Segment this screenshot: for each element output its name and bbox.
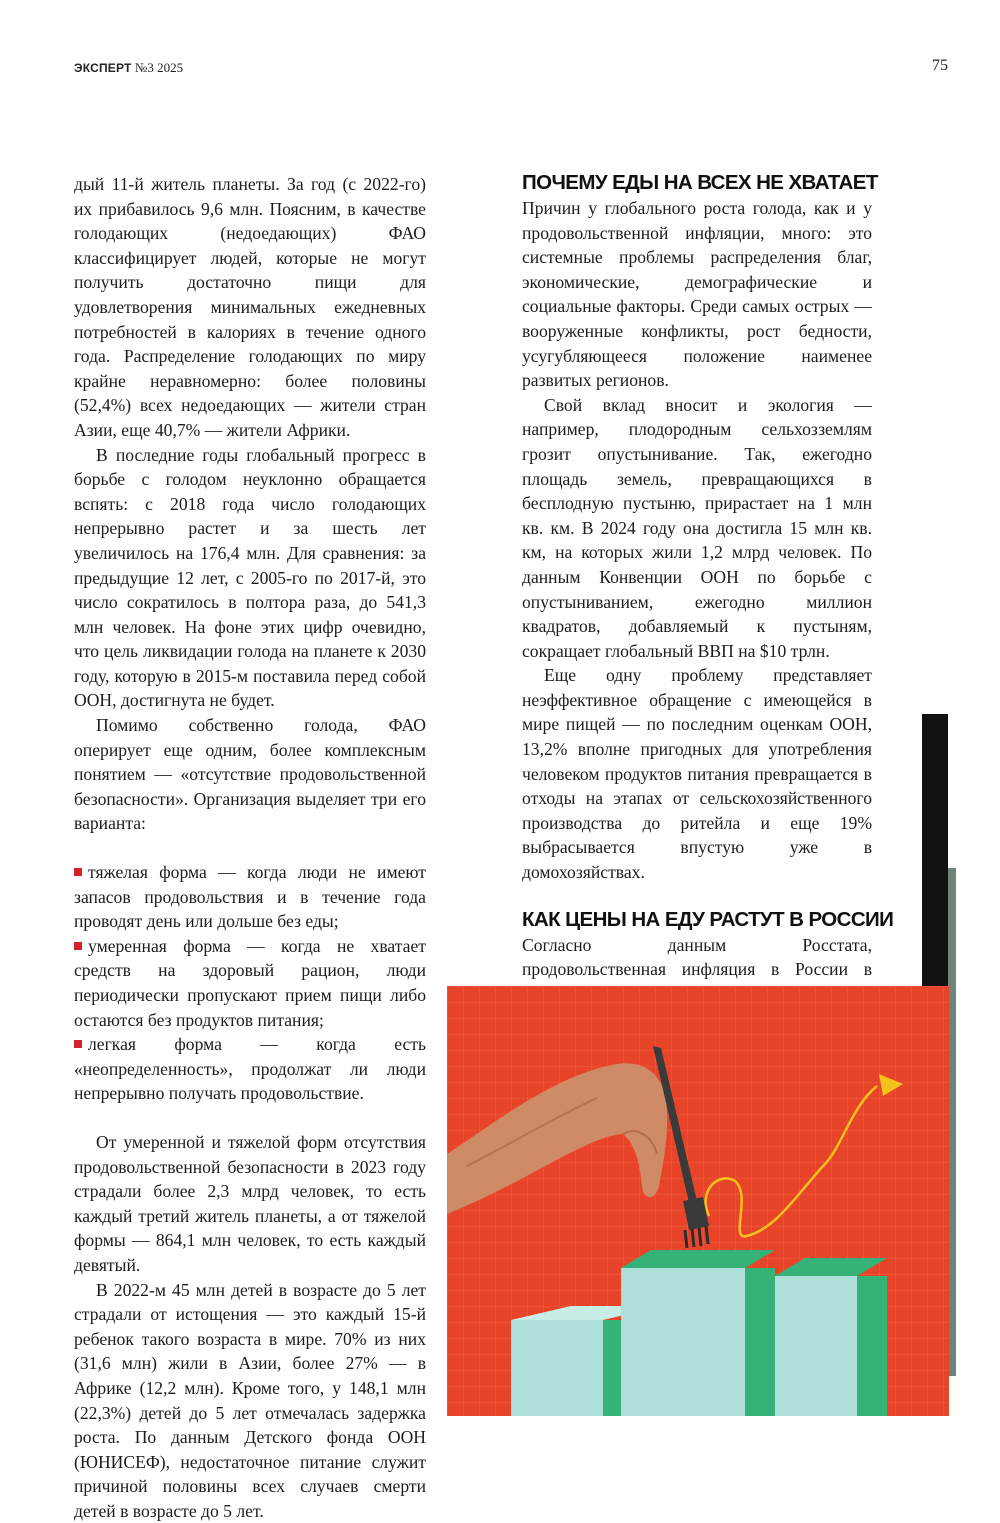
- bullet-square-icon: [74, 868, 82, 876]
- paragraph: В 2022-м 45 млн детей в возрасте до 5 лет страдали от истощения — это каждый 15-й ребенок такого возраста в мире. 70% из них (31,6 млн) жили в Азии, более 27% — в Африке (12,2 млн). Кроме того, у 148,1 млн (22,3%) детей до 5 лет отмечалась задержка роста. По данным Детского фонда ООН (ЮНИСЕФ), недостаточное питание служит причиной половины всех случаев смерти детей в возрасте до 5 лет.: [74, 1279, 426, 1521]
- paragraph: В последние годы глобальный прогресс в борьбе с голодом неуклонно обращается вспять: с 2018 года число голодающих непрерывно растет и за шесть лет увеличилось на 176,4 млн. Для сравнения: за предыдущие 12 лет, с 2005-го по 2017-й, это число сократилось в полтора раза, до 541,3 млн человек. На фоне этих цифр очевидно, что цель ликвидации голода на планете к 2030 году, которую в 2015-м поставила перед собой ООН, достигнута не будет.: [74, 444, 426, 711]
- bullet-square-icon: [74, 1040, 82, 1048]
- right-column: [522, 170, 894, 1006]
- list-item: умеренная форма — когда не хватает средств на здоровый рацион, люди периодически пропускают прием пищи либо остаются без продуктов питания;: [74, 935, 426, 1030]
- paragraph: От умеренной и тяжелой форм отсутствия продовольственной безопасности в 2023 году страдали более 2,3 млрд человек, то есть каждый третий житель планеты, а от тяжелой формы — 864,1 млн человек, то есть каждый девятый.: [74, 1131, 426, 1275]
- issue-number: №3 2025: [134, 60, 184, 75]
- running-header: [74, 60, 183, 76]
- paragraph: Причин у глобального роста голода, как и у продовольственной инфляции, много: это системные проблемы распределения благ, экономические, демографические и социальные факторы. Среди самых острых — вооруженные конфликты, рост бедности, усугубляющееся положение наименее развитых регионов.: [522, 198, 872, 391]
- list-item: легкая форма — когда есть «неопределенность», продолжат ли люди непрерывно получать продовольствие.: [74, 1034, 426, 1104]
- paragraph: Еще одну проблему представляет неэффективное обращение с имеющейся в мире пищей — по последним оценкам ООН, 13,2% вполне пригодных для употребления человеком продуктов питания превращается в отходы на этапах от сельскохозяйственного производства до ритейла и еще 19% выбрасывается впустую уже в домохозяйствах.: [522, 665, 872, 883]
- bullet-list: [74, 860, 426, 1106]
- section-heading: КАК ЦЕНЫ НА ЕДУ РАСТУТ В РОССИИ: [522, 907, 894, 931]
- section-heading: ПОЧЕМУ ЕДЫ НА ВСЕХ НЕ ХВАТАЕТ: [522, 171, 878, 194]
- paragraph: Свой вклад вносит и экология — например, плодородным сельхозземлям грозит опустынивание. Так, ежегодно площадь земель, превращающихся в бесплодную пустыню, прирастает на 1 млн кв. км. В 2024 году она достигла 15 млн кв. км, на которых жили 1,2 млрд человек. По данным Конвенции ООН по борьбе с опустыниванием, ежегодно миллион квадратов, добавляемый к пустыням, сокращает глобальный ВВП на $10 трлн.: [522, 394, 872, 661]
- paragraph: Помимо собственно голода, ФАО оперирует еще одним, более комплексным понятием — «отсутствие продовольственной безопасности». Организация выделяет три его варианта:: [74, 715, 426, 834]
- list-item: тяжелая форма — когда люди не имеют запасов продовольствия и в течение года проводят день или дольше без еды;: [74, 862, 426, 932]
- magazine-name: ЭКСПЕРТ: [74, 61, 132, 75]
- paragraph: Согласно данным Росстата, продовольственная инфляция в России в: [522, 934, 872, 980]
- page-number: 75: [932, 57, 948, 74]
- left-column: [74, 172, 426, 1523]
- decorative-teal-bar: [948, 868, 956, 1376]
- paragraph: дый 11-й житель планеты. За год (с 2022-го) их прибавилось 9,6 млн. Поясним, в качестве голодающих (недоедающих) ФАО классифицирует людей, которые не могут получить достаточно пищи для удовлетворения минимальных ежедневных потребностей в калориях в течение одного года. Распределение голодающих по миру крайне неравномерно: более половины (52,4%) всех недоедающих — жители стран Азии, еще 40,7% — жители Африки.: [74, 174, 426, 440]
- bullet-square-icon: [74, 942, 82, 950]
- food-inflation-illustration: [447, 986, 949, 1416]
